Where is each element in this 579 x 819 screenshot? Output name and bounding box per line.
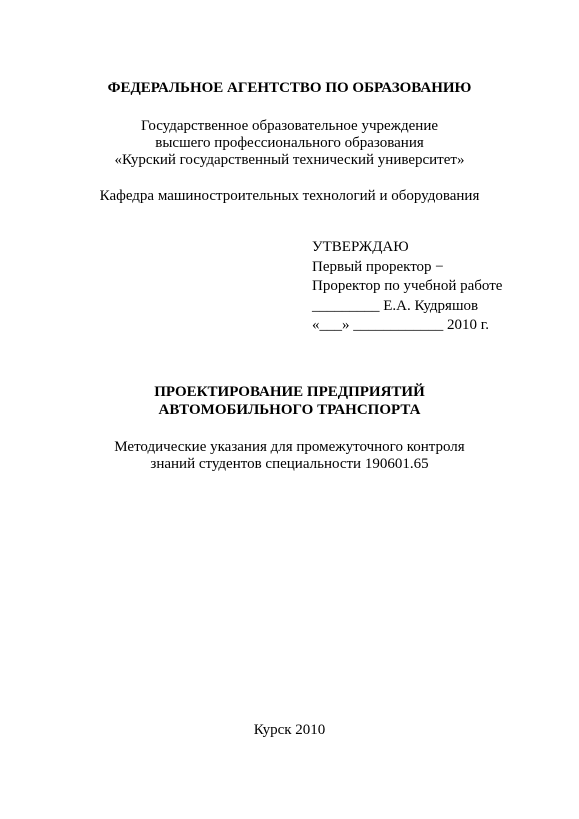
- approval-signature-line: _________ Е.А. Кудряшов: [312, 297, 479, 314]
- document-title-line-1: ПРОЕКТИРОВАНИЕ ПРЕДПРИЯТИЙ: [154, 384, 425, 400]
- place-year: Курск 2010: [253, 722, 326, 738]
- institution-line-2: высшего профессионального образования: [155, 135, 424, 151]
- document-subtitle-line-2: знаний студентов специальности 190601.65: [150, 456, 429, 472]
- approval-position-line-1: Первый проректор −: [312, 258, 444, 275]
- department-line: Кафедра машиностроительных технологий и оборудования: [99, 188, 480, 204]
- approval-block: [312, 238, 572, 336]
- institution-line-3: «Курский государственный технический университет»: [114, 152, 465, 168]
- institution-line-1: Государственное образовательное учреждение: [140, 118, 439, 134]
- document-subtitle-line-1: Методические указания для промежуточного контроля: [114, 439, 465, 455]
- approval-title: УТВЕРЖДАЮ: [312, 239, 409, 255]
- document-title-line-2: АВТОМОБИЛЬНОГО ТРАНСПОРТА: [158, 402, 421, 418]
- approval-position-line-2: Проректор по учебной работе: [312, 278, 503, 294]
- approval-date-line: «___» ____________ 2010 г.: [312, 317, 489, 333]
- agency-heading: ФЕДЕРАЛЬНОЕ АГЕНТСТВО ПО ОБРАЗОВАНИЮ: [107, 80, 472, 96]
